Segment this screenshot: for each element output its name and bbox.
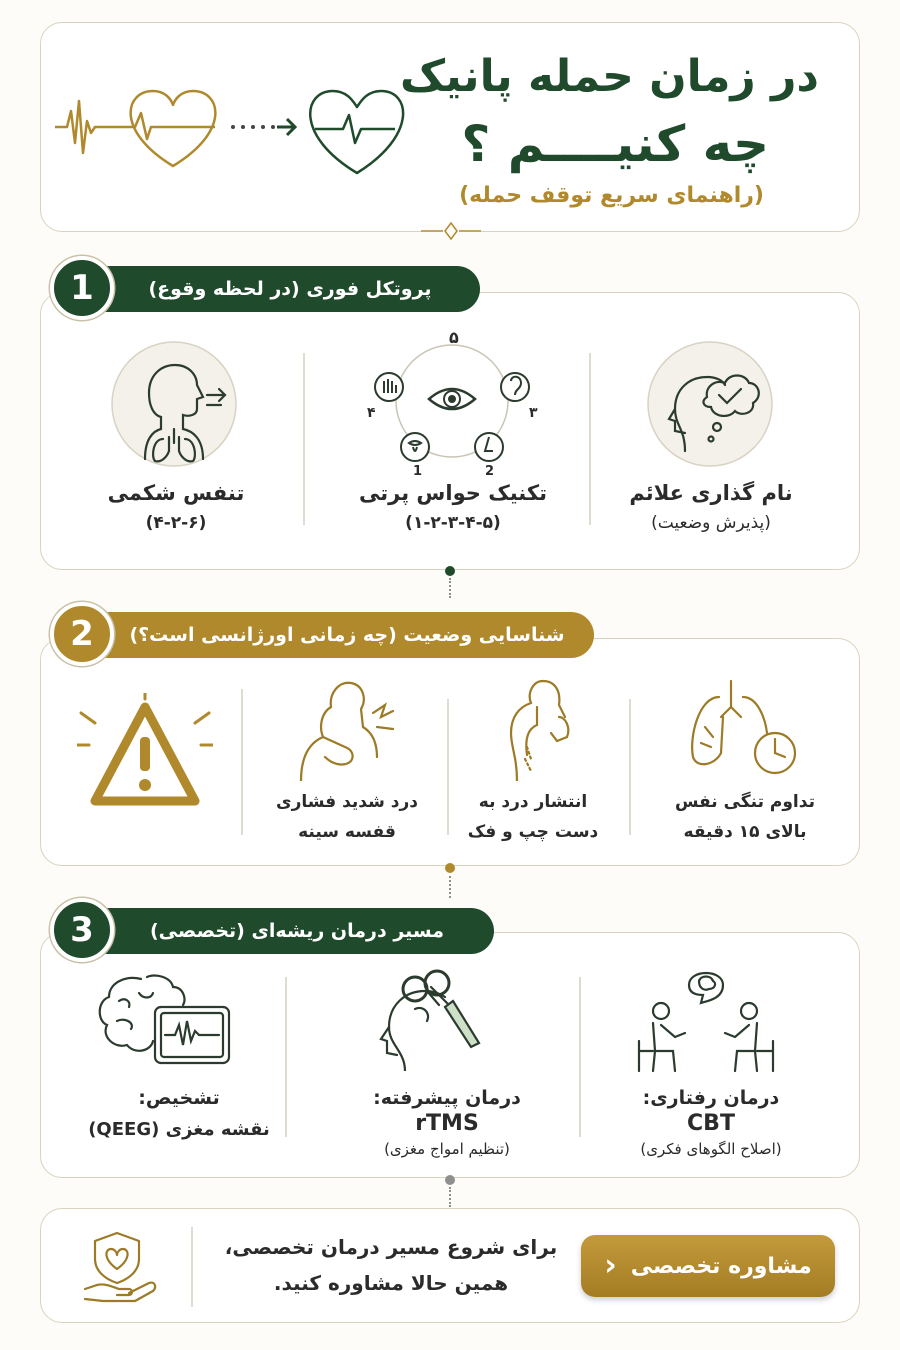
divider (241, 689, 243, 835)
section-2-card (40, 638, 860, 866)
five-senses-icon (357, 329, 547, 479)
item-radiating-pain-line1: انتشار درد به (478, 792, 588, 812)
item-cbt-line2: CBT (687, 1111, 735, 1136)
page-title: در زمان حمله پانیک (400, 51, 819, 102)
connector-dot (445, 566, 455, 576)
section-3-card (40, 932, 860, 1178)
item-qeeg-line1: تشخیص: (138, 1087, 220, 1109)
item-qeeg-line2: نقشه مغزی (QEEG) (88, 1119, 270, 1140)
item-radiating-pain-line2: دست چپ و فک (467, 822, 599, 842)
sense-label-5: ۵ (449, 329, 459, 347)
item-naming-symptoms-subtitle: (پذیرش وضعیت) (651, 513, 771, 533)
jaw-pain-icon (487, 677, 587, 781)
brain-monitor-icon (95, 971, 235, 1071)
chest-pain-icon (293, 677, 403, 781)
sense-label-4: ۴ (367, 405, 376, 421)
section-3-number: 3 (50, 898, 114, 962)
item-breathless-line1: تداوم تنگی نفس (675, 792, 815, 812)
sense-label-1: 1 (413, 464, 423, 479)
consultation-button-label: مشاوره تخصصی (630, 1253, 812, 1279)
divider (447, 699, 449, 835)
connector-dot (445, 863, 455, 873)
page-subtitle: (راهنمای سریع توقف حمله) (459, 183, 764, 208)
connector-dot (445, 1175, 455, 1185)
item-cbt-line1: درمان رفتاری: (642, 1087, 780, 1109)
section-1-title: پروتکل فوری (در لحظه وقوع) (100, 266, 480, 312)
divider (191, 1227, 193, 1307)
divider (285, 977, 287, 1137)
item-distraction-title: تکنیک حواس پرتی (359, 481, 547, 505)
heartbeat-hearts-icon (55, 81, 415, 191)
connector-line (449, 876, 451, 898)
section-1-card (40, 292, 860, 570)
ornament-icon (421, 219, 481, 243)
item-rtms-line3: (تنظیم امواج مغزی) (384, 1140, 510, 1158)
cta-card (40, 1208, 860, 1323)
item-rtms-line1: درمان پیشرفته: (373, 1087, 521, 1109)
sense-label-3: ۳ (529, 405, 538, 421)
item-chest-pressure-line1: درد شدید فشاری (276, 792, 418, 812)
item-belly-breathing-title: تنفس شکمی (107, 481, 245, 505)
cta-text-line1: برای شروع مسیر درمان تخصصی، (224, 1235, 558, 1259)
item-chest-pressure-line2: قفسه سینه (298, 822, 396, 842)
heart-hand-shield-icon (83, 1229, 163, 1303)
cta-text-line2: همین حالا مشاوره کنید. (273, 1271, 509, 1295)
item-belly-breathing-subtitle: (۴-۲-۶) (145, 513, 207, 533)
therapy-session-icon (631, 961, 781, 1081)
item-naming-symptoms-title: نام گذاری علائم (629, 481, 793, 505)
lungs-clock-icon (685, 677, 805, 777)
connector-line (449, 1187, 451, 1207)
connector-line (449, 578, 451, 598)
item-breathless-line2: بالای ۱۵ دقیقه (683, 822, 807, 842)
header-card (40, 22, 860, 232)
divider (589, 353, 591, 525)
item-rtms-line2: rTMS (415, 1111, 479, 1136)
divider (303, 353, 305, 525)
head-thought-check-icon (645, 339, 775, 469)
tms-coil-icon (375, 961, 485, 1071)
section-2-title: شناسایی وضعیت (چه زمانی اورژانسی است؟) (100, 612, 594, 658)
section-2-number: 2 (50, 602, 114, 666)
divider (629, 699, 631, 835)
item-cbt-line3: (اصلاح الگوهای فکری) (640, 1140, 782, 1158)
page-title-line2: چه کنیــــم ؟ (461, 115, 769, 173)
breathing-lungs-icon (109, 339, 239, 469)
section-1-number: 1 (50, 256, 114, 320)
item-distraction-subtitle: (۱-۲-۳-۴-۵) (405, 513, 501, 533)
warning-icon (77, 693, 213, 813)
consultation-button[interactable] (581, 1235, 835, 1297)
sense-label-2: 2 (485, 464, 495, 479)
section-3-title: مسیر درمان ریشه‌ای (تخصصی) (100, 908, 494, 954)
divider (579, 977, 581, 1137)
chevron-left-icon: ‹ (604, 1248, 617, 1283)
